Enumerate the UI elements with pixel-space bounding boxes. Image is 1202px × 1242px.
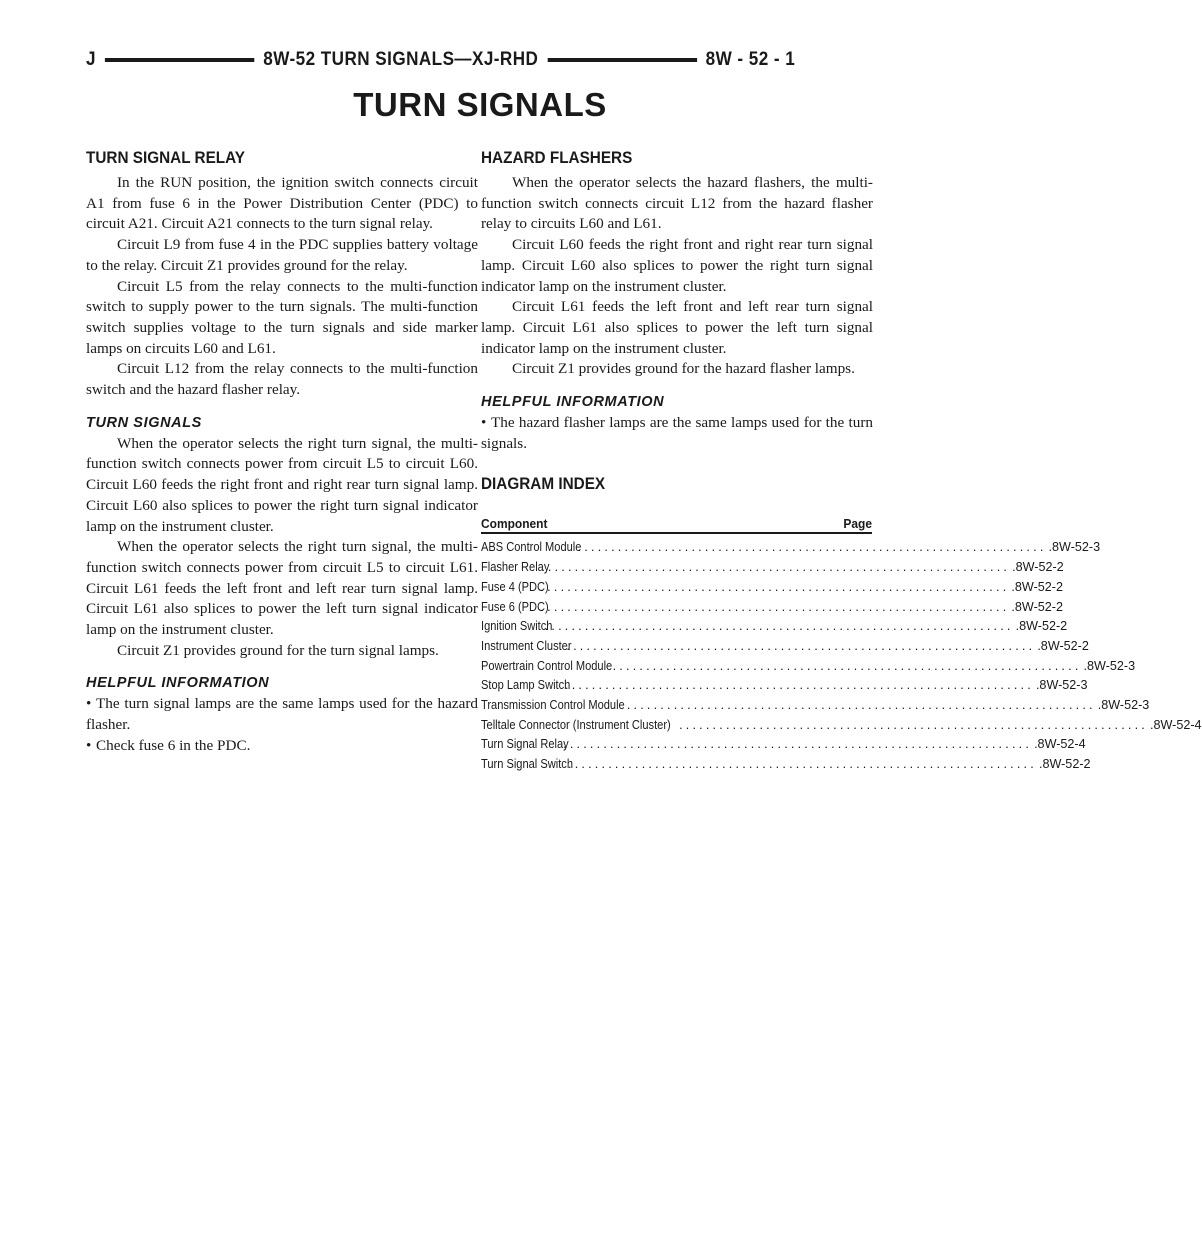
index-leader-dots: ...................................................................... [540, 599, 1010, 614]
index-page-ref: .8W-52-3 [1083, 658, 1136, 673]
index-leader-dots: ...................................................................... [540, 579, 1010, 594]
index-row [481, 757, 1091, 777]
index-component-name: Ignition Switch [481, 619, 553, 634]
index-row [481, 638, 1089, 659]
index-row [481, 579, 1063, 600]
index-component-name: Telltale Connector (Instrument Cluster) [481, 717, 671, 732]
hazard-paragraph: Circuit L61 feeds the left front and left rear turn signal lamp. Circuit L61 also splices to power the left turn signal indicator lamp on the instrument cluster. [481, 298, 873, 357]
index-row [481, 658, 1136, 679]
bullet-text: Check fuse 6 in the PDC. [96, 736, 251, 754]
index-row [481, 599, 1063, 620]
index-component-name: Fuse 4 (PDC) [481, 579, 549, 594]
header-section-title: 8W-52 TURN SIGNALS—XJ-RHD [263, 49, 539, 70]
helpful-bullet-item [86, 736, 478, 757]
index-leader-dots: ...................................................................... [565, 678, 1034, 693]
index-page-ref: .8W-52-4 [1150, 717, 1202, 732]
helpful-information-heading: HELPFUL INFORMATION [481, 394, 665, 411]
header-page-number: 8W - 52 - 1 [705, 49, 796, 70]
relay-paragraph: Circuit L9 from fuse 4 in the PDC supplies battery voltage to the relay. Circuit Z1 provides ground for the relay. [86, 236, 478, 274]
index-row [481, 697, 1150, 718]
hazard-paragraph: Circuit L60 feeds the right front and right rear turn signal lamp. Circuit L60 also splices to power the right turn signal indicator lamp on the instrument cluster. [481, 236, 873, 295]
helpful-bullet-item [481, 413, 873, 454]
index-page-ref: .8W-52-2 [1037, 638, 1089, 653]
index-component-name: Fuse 6 (PDC) [481, 599, 549, 614]
header-rule-left [105, 58, 254, 62]
header-section-letter: J [86, 49, 96, 70]
turn-signals-paragraph: Circuit Z1 provides ground for the turn signal lamps. [117, 641, 439, 659]
index-leader-dots: ...................................................................... [544, 619, 1014, 634]
hazard-paragraph: Circuit Z1 provides ground for the hazard flasher lamps. [512, 360, 855, 378]
index-page-ref: .8W-52-2 [1038, 757, 1091, 771]
relay-paragraph: Circuit L5 from the relay connects to the multi-function switch to supply power to the turn signals. The multi-function switch supplies voltage to the turn signals and side marker lamps on circuits L60 and L61. [86, 277, 478, 357]
right-column [481, 148, 1202, 777]
index-leader-dots: ...................................................................... [679, 717, 1148, 732]
index-leader-dots: ...................................................................... [577, 540, 1047, 555]
index-page-ref: .8W-52-2 [1011, 599, 1063, 614]
bullet-icon: • [86, 695, 92, 713]
index-row [481, 540, 1101, 560]
bullet-text: The hazard flasher lamps are the same lamps used for the turn signals. [481, 414, 873, 452]
index-leader-dots: ...................................................................... [563, 737, 1033, 752]
hazard-flashers-heading: HAZARD FLASHERS [481, 148, 633, 167]
index-header-component: Component [481, 516, 548, 532]
index-component-name: ABS Control Module [481, 540, 582, 555]
index-row [481, 678, 1088, 698]
index-leader-dots: ...................................................................... [541, 560, 1011, 575]
index-page-ref: .8W-52-2 [1015, 619, 1068, 634]
index-page-ref: .8W-52-2 [1011, 579, 1063, 594]
index-component-name: Flasher Relay [481, 560, 550, 575]
index-page-ref: .8W-52-4 [1034, 737, 1086, 752]
index-row [481, 717, 1202, 738]
relay-paragraph: Circuit L12 from the relay connects to the multi-function switch and the hazard flasher relay. [86, 360, 478, 399]
turn-signals-paragraph: When the operator selects the right turn signal, the multi-function switch connects power from circuit L5 to circuit L60. Circuit L60 feeds the right front and right rear turn signal lamp. Circuit L60 also splices to power the right turn signal indicator lamp on the instrument cluster. [86, 434, 478, 535]
turn-signal-relay-heading: TURN SIGNAL RELAY [86, 148, 245, 167]
index-row [481, 560, 1064, 580]
index-leader-dots: ...................................................................... [566, 638, 1036, 653]
bullet-icon: • [481, 414, 487, 432]
index-column-headers [481, 516, 872, 534]
relay-paragraph: In the RUN position, the ignition switch connects circuit A1 from fuse 6 in the Power Distribution Center (PDC) to circuit A21. Circuit A21 connects to the turn signal relay. [86, 174, 478, 233]
index-leader-dots: ...................................................................... [626, 697, 1096, 712]
helpful-bullet-item [86, 694, 478, 735]
index-page-ref: .8W-52-3 [1035, 678, 1088, 693]
index-header-page: Page [843, 516, 872, 532]
index-component-name: Powertrain Control Module [481, 658, 613, 673]
index-page-ref: .8W-52-3 [1048, 540, 1101, 555]
bullet-icon: • [86, 736, 92, 754]
index-page-ref: .8W-52-3 [1097, 697, 1150, 712]
index-leader-dots: ...................................................................... [612, 658, 1082, 673]
index-component-name: Turn Signal Switch [481, 757, 573, 771]
hazard-paragraph: When the operator selects the hazard flashers, the multi-function switch connects circuit L12 from the hazard flasher relay to circuits L60 and L61. [481, 174, 873, 233]
page-title: TURN SIGNALS [353, 86, 607, 123]
index-component-name: Transmission Control Module [481, 697, 625, 712]
index-component-name: Turn Signal Relay [481, 737, 569, 752]
index-page-ref: .8W-52-2 [1012, 560, 1064, 575]
page-header [86, 46, 795, 74]
header-rule-right [547, 58, 696, 62]
helpful-information-heading: HELPFUL INFORMATION [86, 675, 270, 692]
diagram-index-list [481, 540, 1202, 776]
index-row [481, 619, 1068, 639]
index-row [481, 737, 1086, 757]
turn-signals-paragraph: When the operator selects the right turn signal, the multi-function switch connects power from circuit L5 to circuit L61. Circuit L61 feeds the left front and left rear turn signal lamp. Circuit L61 also splices to power the left turn signal indicator lamp on the instrument cluster. [86, 538, 478, 639]
index-component-name: Stop Lamp Switch [481, 678, 571, 693]
turn-signals-heading: TURN SIGNALS [86, 414, 202, 431]
diagram-index-heading: DIAGRAM INDEX [481, 474, 606, 494]
left-column [86, 148, 478, 757]
index-component-name: Instrument Cluster [481, 638, 572, 653]
bullet-text: The turn signal lamps are the same lamps used for the hazard flasher. [86, 695, 478, 734]
index-leader-dots: ...................................................................... [568, 757, 1037, 771]
